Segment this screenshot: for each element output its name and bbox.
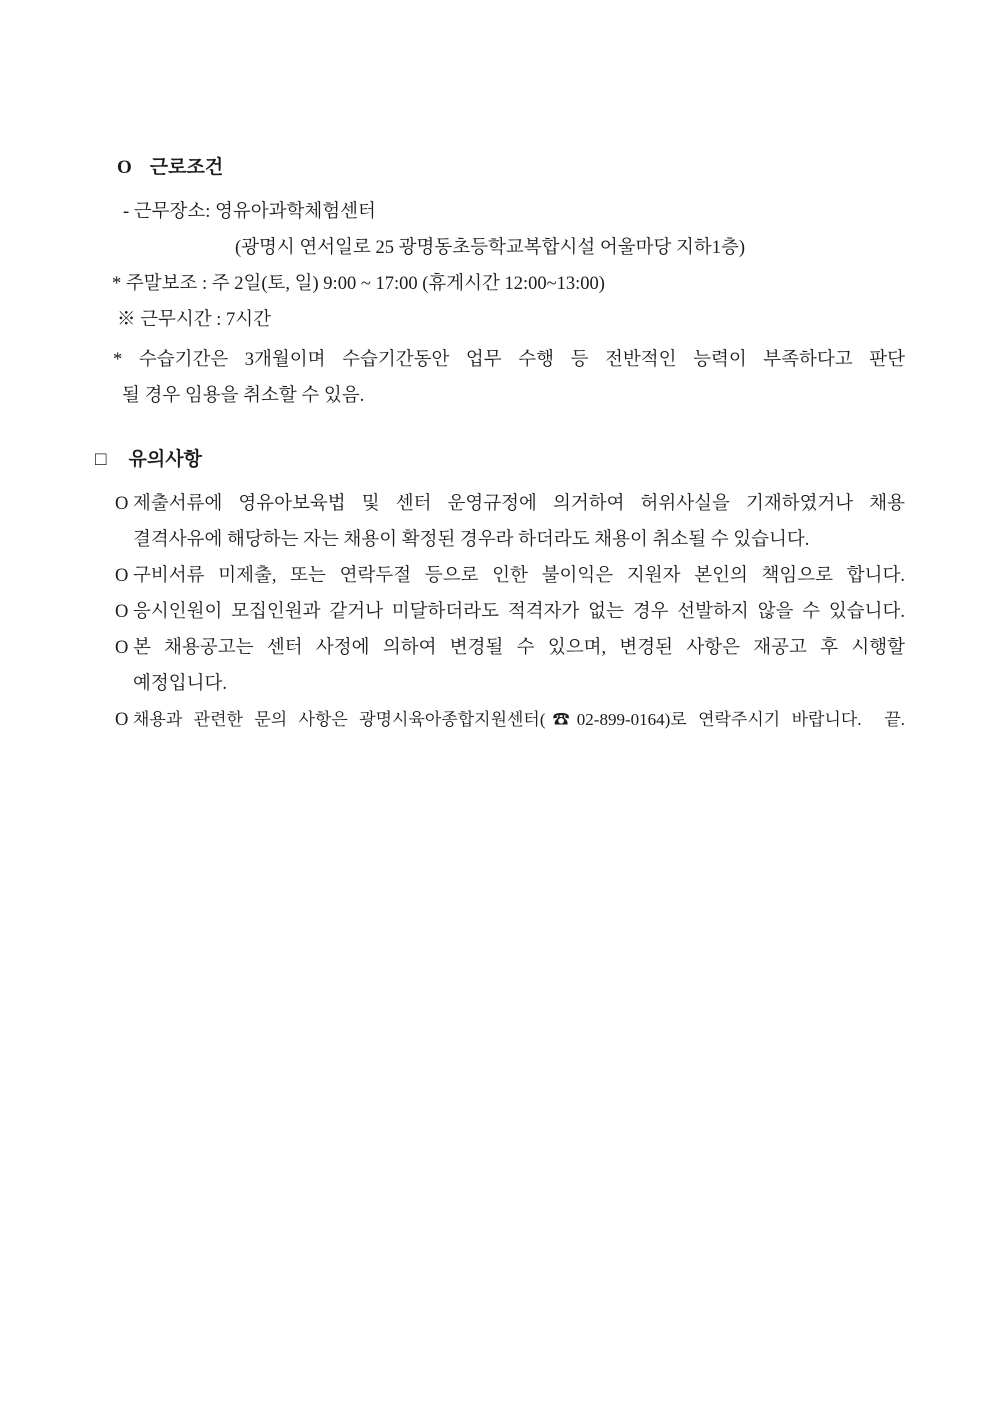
phone-number: 02-899-0164 [576, 710, 665, 729]
contact-text-prefix: 채용과 관련한 문의 사항은 광명시육아종합지원센터( [133, 710, 546, 729]
workplace-line: - 근무장소: 영유아과학체험센터 [123, 202, 376, 222]
note-line: 결격사유에 해당하는 자는 채용이 확정된 경우라 하더라도 채용이 취소될 수 있습니다. [133, 530, 810, 550]
probation-line-1: * 수습기간은 3개월이며 수습기간동안 업무 수행 등 전반적인 능력이 부족하다고 판단 [113, 350, 905, 370]
note-line: 구비서류 미제출, 또는 연락두절 등으로 인한 불이익은 지원자 본인의 책임으로 합니다. [133, 566, 905, 586]
notes-title: 유의사항 [128, 449, 202, 470]
note-item-no-qualified-applicants [95, 594, 905, 630]
note-item-missing-documents [95, 558, 905, 594]
workplace-address-line: (광명시 연서일로 25 광명동초등학교복합시설 어울마당 지하1층) [235, 238, 745, 258]
note-item-posting-changes [95, 630, 905, 702]
square-bullet: □ [95, 449, 107, 470]
note-line: 제출서류에 영유아보육법 및 센터 운영규정에 의거하여 허위사실을 기재하였거나 채용 [133, 494, 905, 514]
notes-heading [95, 442, 905, 478]
circle-bullet: O [117, 157, 132, 178]
section-notes [95, 442, 905, 738]
note-item-contact [95, 702, 905, 738]
note-line: 본 채용공고는 센터 사정에 의하여 변경될 수 있으며, 변경된 사항은 재공고 후 시행할 [133, 638, 905, 658]
note-line: 예정입니다. [133, 674, 227, 694]
note-item-false-statements [95, 486, 905, 558]
note-line: 응시인원이 모집인원과 같거나 미달하더라도 적격자가 없는 경우 선발하지 않을 수 있습니다. [133, 602, 905, 622]
circle-bullet: O [115, 710, 129, 730]
section-work-conditions [95, 150, 905, 414]
phone-icon: ☎ [545, 710, 577, 729]
work-conditions-title: 근로조건 [149, 157, 224, 178]
circle-bullet: O [115, 566, 129, 586]
probation-line-2: 될 경우 임용을 취소할 수 있음. [122, 386, 365, 406]
weekend-support-line: * 주말보조 : 주 2일(토, 일) 9:00 ~ 17:00 (휴게시간 12:00~13:00) [112, 274, 605, 294]
contact-line [133, 702, 905, 738]
circle-bullet: O [115, 602, 129, 622]
circle-bullet: O [115, 494, 129, 514]
contact-text-suffix: )로 연락주시기 바랍니다. 끝. [664, 710, 905, 729]
probation-note [95, 342, 905, 414]
work-conditions-heading [95, 150, 905, 186]
circle-bullet: O [115, 638, 129, 658]
working-hours-line: ※ 근무시간 : 7시간 [117, 310, 271, 330]
